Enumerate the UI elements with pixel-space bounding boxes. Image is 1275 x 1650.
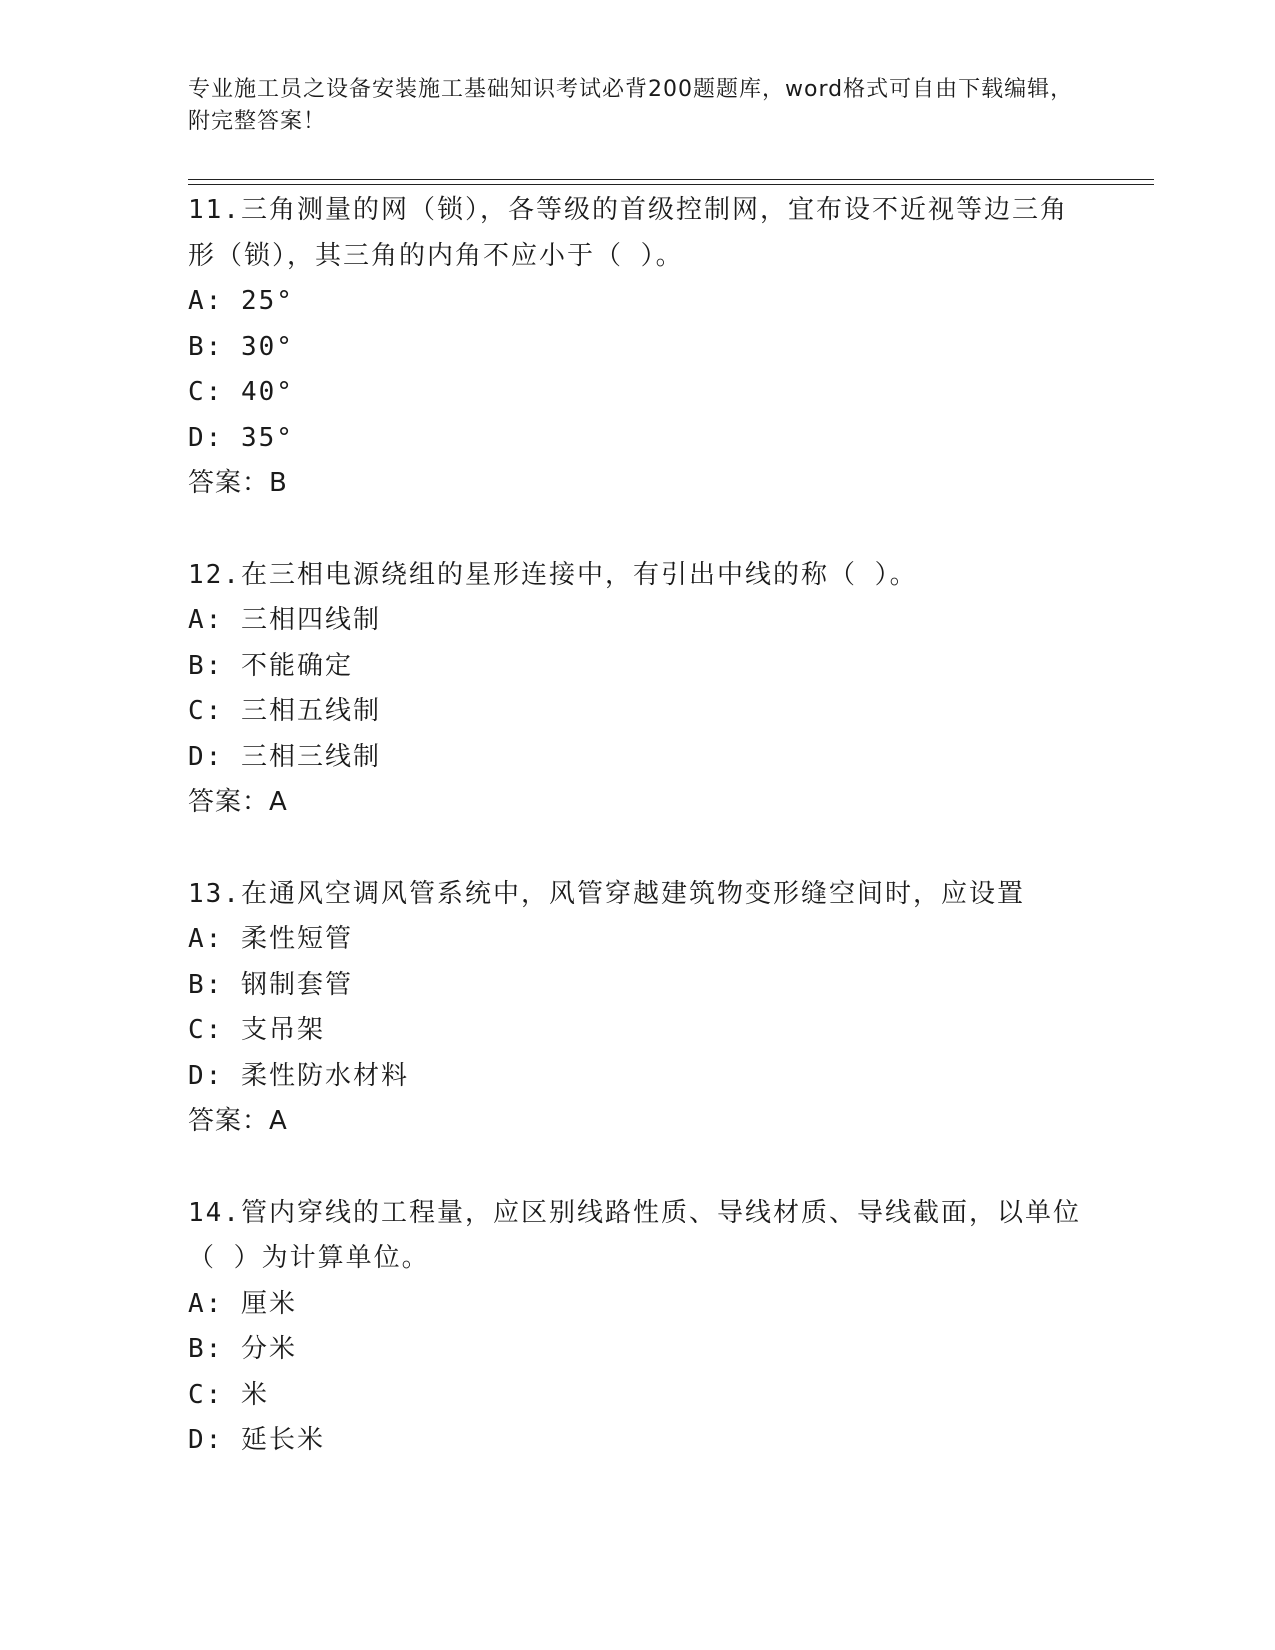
option-b: B: 30° <box>188 331 294 362</box>
question-stem: 11.三角测量的网（锁），各等级的首级控制网，宜布设不近视等边三角形（锁），其三角的内角不应小于（ ）。 <box>188 195 1068 271</box>
option-c: C: 三相五线制 <box>188 696 381 726</box>
option-b: B: 不能确定 <box>188 650 353 681</box>
question-stem: 13.在通风空调风管系统中，风管穿越建筑物变形缝空间时，应设置 <box>188 878 1025 909</box>
answer-label: 答案：B <box>188 468 288 498</box>
option-d: D: 35° <box>188 422 294 453</box>
question-stem: 14.管内穿线的工程量，应区别线路性质、导线材质、导线截面，以单位（ ）为计算单位。 <box>188 1197 1081 1273</box>
document-header: 专业施工员之设备安装施工基础知识考试必背200题题库，word格式可自由下载编辑，附完整答案！ <box>188 77 1074 134</box>
answer-label: 答案：A <box>188 1106 288 1136</box>
option-a: A: 25° <box>188 286 294 316</box>
question-13 <box>188 872 1088 1145</box>
option-c: C: 米 <box>188 1379 269 1410</box>
question-spacer <box>188 826 1088 872</box>
question-14 <box>188 1191 1088 1464</box>
question-list <box>188 188 1088 1464</box>
option-a: A: 厘米 <box>188 1288 297 1319</box>
question-spacer <box>188 1145 1088 1191</box>
option-c: C: 支吊架 <box>188 1015 325 1045</box>
option-d: D: 柔性防水材料 <box>188 1060 409 1091</box>
option-c: C: 40° <box>188 377 294 407</box>
question-12 <box>188 553 1088 826</box>
option-b: B: 钢制套管 <box>188 969 353 1000</box>
answer-label: 答案：A <box>188 787 288 817</box>
option-b: B: 分米 <box>188 1334 297 1364</box>
question-spacer <box>188 507 1088 553</box>
header-divider-bottom <box>188 184 1154 185</box>
question-stem: 12.在三相电源绕组的星形连接中，有引出中线的称（ ）。 <box>188 559 918 590</box>
option-a: A: 柔性短管 <box>188 924 353 954</box>
header-divider-top <box>188 179 1154 180</box>
question-11 <box>188 188 1088 507</box>
option-a: A: 三相四线制 <box>188 605 381 635</box>
option-d: D: 延长米 <box>188 1425 325 1455</box>
option-d: D: 三相三线制 <box>188 741 381 772</box>
